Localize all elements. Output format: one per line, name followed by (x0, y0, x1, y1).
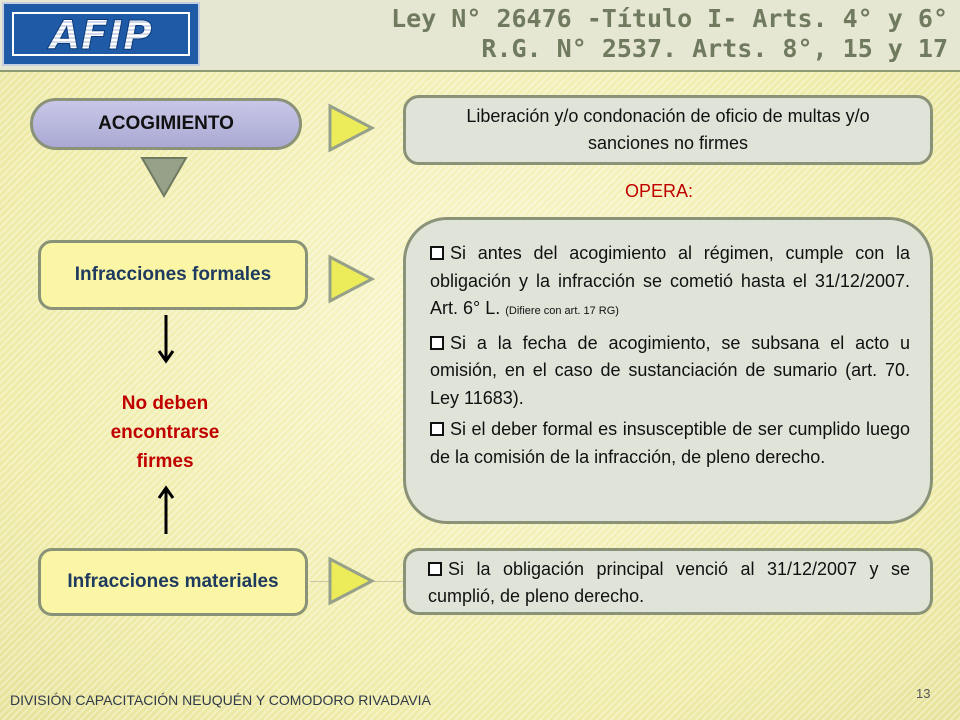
page-number: 13 (916, 686, 931, 701)
right-triangle-icon-1 (328, 104, 374, 152)
right-triangle-icon-3 (328, 557, 374, 605)
down-triangle-icon (141, 157, 187, 197)
condition-item-2 (430, 330, 910, 413)
title-line-2: R.G. N° 2537. Arts. 8°, 15 y 17 (481, 34, 948, 63)
acogimiento-box: ACOGIMIENTO (30, 98, 302, 150)
title-line-1: Ley N° 26476 -Título I- Arts. 4° y 6° (391, 4, 948, 33)
liberacion-box: Liberación y/o condonación de oficio de multas y/o sanciones no firmes (403, 95, 933, 165)
logo-text: AFIP (49, 13, 153, 57)
footer-text: DIVISIÓN CAPACITACIÓN NEUQUÉN Y COMODORO RIVADAVIA (10, 692, 431, 708)
condition-2-text: Si a la fecha de acogimiento, se subsana el acto u omisión, en el caso de sustanciación de sumario (art. 70. Ley 11683). (430, 332, 910, 408)
right-triangle-icon-2 (328, 255, 374, 303)
afip-logo (2, 2, 200, 66)
condition-item-3 (430, 416, 910, 471)
arrow-down-icon (156, 313, 176, 365)
arrow-up-icon (156, 484, 176, 536)
formales-label: Infracciones formales (74, 264, 272, 285)
condition-1-text: Si antes del acogimiento al régimen, cumple con la obligación y la infracción se cometió hasta el 31/12/2007. Art. 6° L. (430, 243, 910, 318)
checkbox-bullet-icon (430, 336, 444, 350)
condition-item-1 (430, 240, 910, 326)
materiales-condition-item (428, 551, 910, 610)
condition-3-text: Si el deber formal es insusceptible de ser cumplido luego de la comisión de la infracción, de pleno derecho. (430, 419, 910, 467)
page-title (391, 4, 948, 64)
checkbox-bullet-icon (430, 422, 444, 436)
opera-conditions-box (403, 217, 933, 524)
materiales-label: Infracciones materiales (67, 571, 279, 592)
afip-logo-mark (11, 11, 191, 57)
slide-header (0, 0, 960, 72)
no-firmes-text: No deben encontrarse firmes (110, 393, 220, 472)
materiales-condition-box (403, 548, 933, 615)
infracciones-formales-box (38, 240, 308, 310)
opera-label: OPERA: (625, 181, 694, 201)
checkbox-bullet-icon (430, 246, 444, 260)
materiales-condition-text: Si la obligación principal venció al 31/12/2007 y se cumplió, de pleno derecho. (428, 559, 910, 606)
checkbox-bullet-icon (428, 562, 442, 576)
infracciones-materiales-box (38, 548, 308, 616)
condition-1-note: (Difiere con art. 17 RG) (505, 305, 619, 317)
